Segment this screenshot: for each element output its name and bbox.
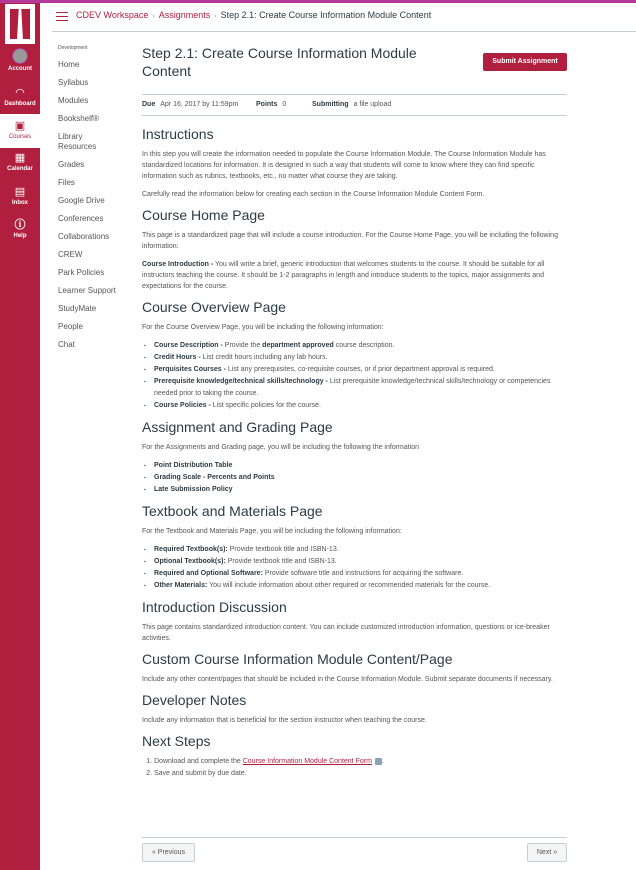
breadcrumb bbox=[76, 10, 431, 20]
dashboard-icon: ◠ bbox=[15, 87, 25, 99]
course-nav-files[interactable]: Files bbox=[58, 178, 75, 187]
list-item: ▪ Late Submission Policy bbox=[142, 484, 567, 496]
divider bbox=[52, 31, 636, 32]
course-menu-toggle[interactable] bbox=[56, 12, 68, 21]
grading-heading: Assignment and Grading Page bbox=[142, 419, 333, 435]
course-nav-conferences[interactable]: Conferences bbox=[58, 214, 104, 223]
course-nav-grades[interactable]: Grades bbox=[58, 160, 85, 169]
points-value: 0 bbox=[282, 101, 287, 108]
due-date: Apr 16, 2017 by 11:59pm bbox=[160, 101, 239, 108]
course-nav-people[interactable]: People bbox=[58, 322, 83, 331]
breadcrumb-current: Step 2.1: Create Course Information Module Content bbox=[220, 10, 432, 20]
global-nav-inbox[interactable]: ▤ Inbox bbox=[0, 186, 40, 212]
assignment-content: Step 2.1: Create Course Information Module Content Submit Assignment Due Apr 16, 2017 by 11:59pm Points 0 Submitting a file upload Instructions In this step you will create the information needed to populate the Course Information Module. The Course Information Module has standardized locations for information. It is designed in such a way that students will come to know where they can find specific information such as rubrics, textbooks, etc., no matter what course they are taking. Carefully read the information below for creating each section in the Course Information Module Content Form. Course Home Page This page is a standardized page that will include a course introduction. For the Course Home Page, you will be including the following information: Course Introduction - You will write a brief, generic introduction that welcomes students to the course. It should be suitable for all instructors teaching the course. It should be 1-2 paragraphs in length and introduce students to the topics, major assignments and expectations for the course. Course Overview Page For the Course Overview Page, you will be including the following information: ▪ Course Description - Provide the department approved course description. ▪ Credit Hours - List credit hours including any lab hours. ▪ Perquisites Courses - List any prerequisites, co-requisite courses, or if prior department approval is required. ▪ Prerequisite knowledge/technical skills/technology - List prerequisite knowledge/technical skills/technology or competencies needed prior to taking the course. ▪ Course Policies - List specific policies for the course. Assignment and Grading Page For the Assignments and Grading page, you will be including the following the information ▪ Point Distribution Table ▪ Grading Scale - Percents and Points ▪ Late Submission Policy Textbook and Materials Page For the Textbook and Materials Page, you will be including the following information: ▪ Required Textbook(s): Provide textbook title and ISBN-13. ▪ Optional Textbook(s): Provide textbook title and ISBN-13. ▪ Required and Optional Software: Provide software title and instructions for acquiring the software. ▪ Other Materials: You will include information about other required or recommended materials for the course. Introduction Discussion This page contains standardized introduction content. You can include customized introduction information, questions or ice-breaker activities. Custom Course Information Module Content/Page Include any other content/pages that should be included in the Course Information Module. Submit separate documents if necessary. Developer Notes Include any information that is beneficial for the section instructor when teaching the course. Next Steps 1. Download and complete the Course Information Module Content Form . 2. Save and submit by due date. bbox=[142, 44, 567, 780]
courses-icon: ▣ bbox=[14, 120, 26, 132]
course-nav-crew[interactable]: CREW bbox=[58, 250, 83, 259]
global-nav-dashboard[interactable]: ◠ Dashboard bbox=[0, 87, 40, 113]
next-steps-heading: Next Steps bbox=[142, 733, 211, 749]
list-item: ▪ Optional Textbook(s): Provide textbook title and ISBN-13. bbox=[142, 556, 567, 568]
course-nav-home[interactable]: Home bbox=[58, 60, 80, 69]
list-item: ▪ Other Materials: You will include information about other required or recommended materials for the course. bbox=[142, 580, 567, 592]
content-form-link[interactable]: Course Information Module Content Form bbox=[242, 758, 372, 765]
global-nav-courses[interactable]: ▣ Courses bbox=[0, 114, 40, 148]
list-item: ▪ Perquisites Courses - List any prerequisites, co-requisite courses, or if prior department approval is required. bbox=[142, 364, 567, 376]
avatar bbox=[12, 48, 28, 64]
course-nav-collaborations[interactable]: Collaborations bbox=[58, 232, 110, 241]
course-nav-modules[interactable]: Modules bbox=[58, 96, 89, 105]
course-home-heading: Course Home Page bbox=[142, 207, 265, 223]
document-preview-icon[interactable] bbox=[375, 758, 382, 765]
list-item: 1. Download and complete the Course Information Module Content Form . bbox=[154, 756, 567, 768]
developer-notes-heading: Developer Notes bbox=[142, 692, 247, 708]
course-nav-chat[interactable]: Chat bbox=[58, 340, 75, 349]
submission-type: a file upload bbox=[353, 101, 392, 108]
course-nav-library[interactable]: Library Resources bbox=[58, 132, 97, 151]
global-nav-account[interactable]: Account bbox=[0, 48, 40, 78]
next-button[interactable]: Next » bbox=[527, 843, 567, 862]
submit-assignment-button[interactable]: Submit Assignment bbox=[483, 53, 567, 71]
course-nav-syllabus[interactable]: Syllabus bbox=[58, 78, 89, 87]
textbook-heading: Textbook and Materials Page bbox=[142, 503, 323, 519]
next-steps-list bbox=[142, 756, 567, 780]
list-item: ▪ Credit Hours - List credit hours including any lab hours. bbox=[142, 352, 567, 364]
list-item: ▪ Point Distribution Table bbox=[142, 460, 567, 472]
global-nav bbox=[0, 0, 40, 870]
textbook-list bbox=[142, 544, 567, 592]
chevron-right-icon: › bbox=[152, 13, 155, 20]
list-item: 2. Save and submit by due date. bbox=[154, 768, 567, 780]
list-item: ▪ Grading Scale - Percents and Points bbox=[142, 472, 567, 484]
course-nav bbox=[58, 45, 138, 358]
global-nav-calendar[interactable]: ▦ Calendar bbox=[0, 152, 40, 178]
course-nav-subtitle: Development bbox=[58, 45, 88, 51]
previous-button[interactable]: « Previous bbox=[142, 843, 195, 862]
top-accent-bar bbox=[0, 0, 636, 3]
breadcrumb-workspace[interactable]: CDEV Workspace bbox=[76, 10, 149, 20]
list-item: ▪ Required Textbook(s): Provide textbook title and ISBN-13. bbox=[142, 544, 567, 556]
grading-list bbox=[142, 460, 567, 496]
institution-logo[interactable] bbox=[5, 4, 35, 44]
discussion-heading: Introduction Discussion bbox=[142, 599, 287, 615]
help-icon: ⓘ bbox=[14, 219, 26, 231]
global-nav-help[interactable]: ⓘ Help bbox=[0, 219, 40, 245]
course-overview-heading: Course Overview Page bbox=[142, 299, 286, 315]
chevron-right-icon: › bbox=[214, 13, 217, 20]
breadcrumb-assignments[interactable]: Assignments bbox=[158, 10, 211, 20]
course-nav-studymate[interactable]: StudyMate bbox=[58, 304, 97, 313]
list-item: ▪ Course Description - Provide the department approved course description. bbox=[142, 340, 567, 352]
custom-heading: Custom Course Information Module Content/Page bbox=[142, 651, 453, 667]
list-item: ▪ Required and Optional Software: Provide software title and instructions for acquiring the software. bbox=[142, 568, 567, 580]
inbox-icon: ▤ bbox=[14, 186, 26, 198]
divider bbox=[142, 837, 567, 838]
list-item: ▪ Prerequisite knowledge/technical skills/technology - List prerequisite knowledge/technical skills/technology or competencies needed prior to taking the course. bbox=[142, 376, 567, 400]
assignment-meta: Due Apr 16, 2017 by 11:59pm Points 0 Submitting a file upload bbox=[142, 94, 567, 116]
overview-list bbox=[142, 340, 567, 412]
course-nav-park-policies[interactable]: Park Policies bbox=[58, 268, 105, 277]
page-title: Step 2.1: Create Course Information Module Content bbox=[142, 45, 417, 79]
list-item: ▪ Course Policies - List specific policies for the course. bbox=[142, 400, 567, 412]
course-nav-learner-support[interactable]: Learner Support bbox=[58, 286, 116, 295]
course-nav-bookshelf[interactable]: Bookshelf® bbox=[58, 114, 100, 123]
calendar-icon: ▦ bbox=[14, 152, 26, 164]
instructions-heading: Instructions bbox=[142, 126, 214, 142]
course-nav-google-drive[interactable]: Google Drive bbox=[58, 196, 105, 205]
